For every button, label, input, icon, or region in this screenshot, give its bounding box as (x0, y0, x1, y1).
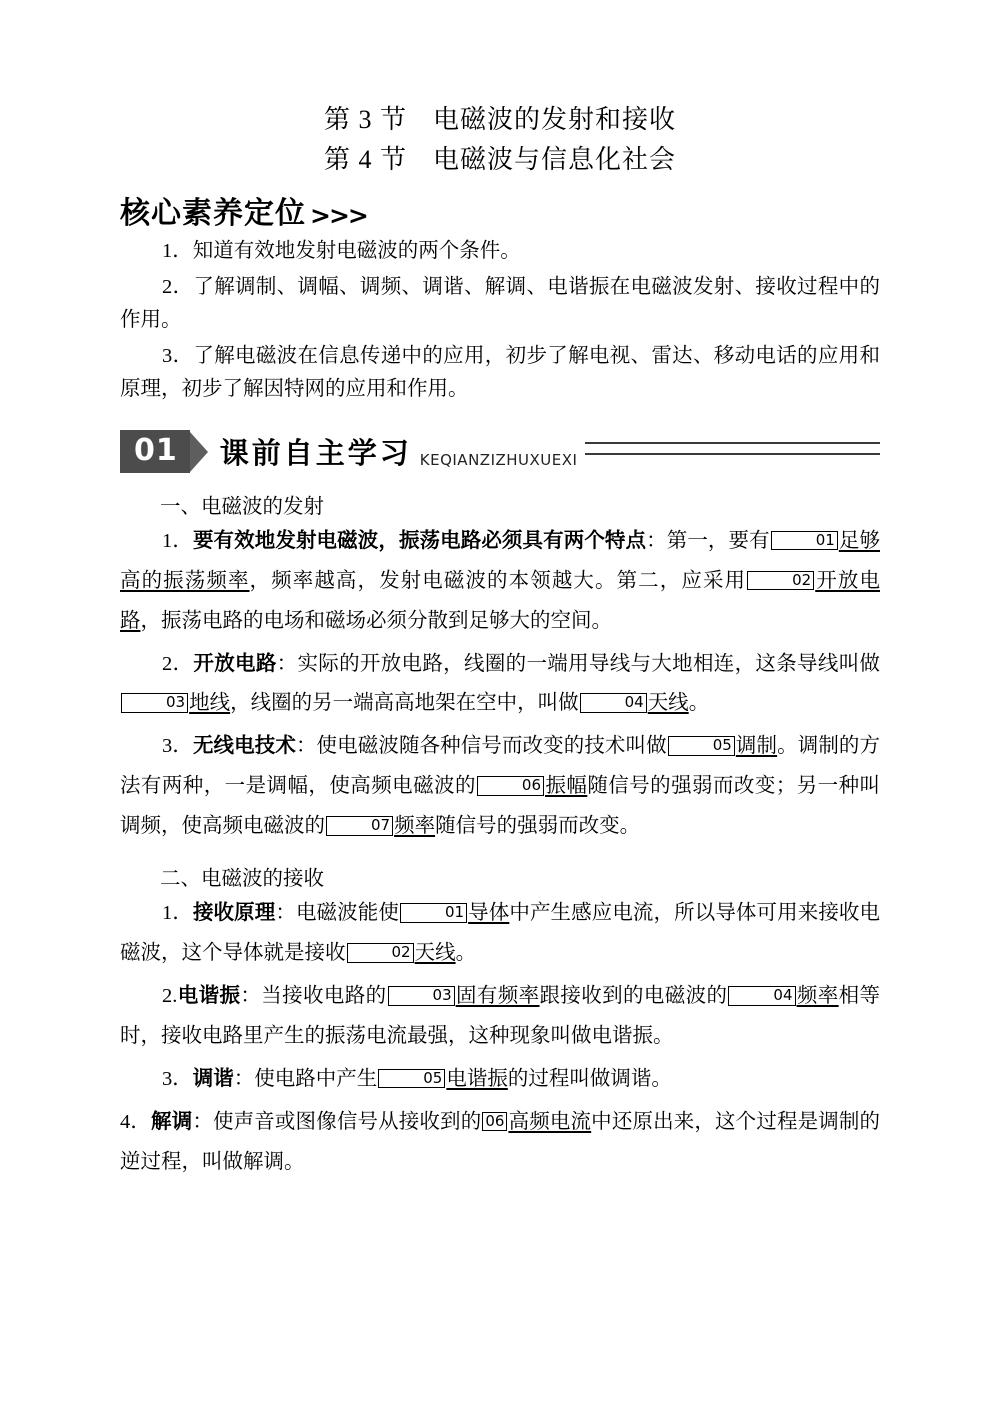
item-text-1: ：电磁波能使 (275, 902, 399, 925)
blank-number-box: 03 (388, 986, 455, 1005)
section-banner-01 (120, 429, 880, 475)
blank-number-box: 01 (400, 903, 467, 922)
item-text-3: 。 (688, 692, 710, 715)
blank-number-box: 04 (580, 693, 647, 712)
blank-number-box: 07 (326, 816, 393, 835)
chevron-right-icon: >>> (310, 200, 367, 230)
answer-text-1: 电谐振 (446, 1068, 508, 1091)
answer-text-1: 固有频率 (455, 985, 540, 1008)
blank-number-box: 05 (668, 736, 735, 755)
item-lead: 接收原理 (192, 902, 276, 925)
section-one-item-3 (120, 727, 880, 847)
item-lead: 电谐振 (177, 985, 241, 1008)
item-index: 3． (162, 1068, 193, 1091)
item-index: 2． (162, 652, 194, 675)
item-text-2: 。调制的方法有两种，一是调幅，使高频电磁波的 (120, 735, 881, 798)
item-text-2: 的过程叫做调谐。 (507, 1068, 672, 1091)
core-literacy-heading (120, 195, 880, 231)
answer-text-1: 调制 (735, 735, 778, 758)
section-two-item-4 (120, 1103, 880, 1183)
core-literacy-item-3: 3．了解电磁波在信息传递中的应用，初步了解电视、雷达、移动电话的应用和原理，初步了解因特网的应用和作用。 (120, 345, 880, 401)
answer-text-2: 频率 (796, 985, 839, 1008)
title-chapter-4-main: 电磁波与信息化社会 (433, 145, 677, 175)
banner-wedge-icon (190, 432, 208, 472)
item-text-2: ，线圈的另一端高高地架在空中，叫做 (230, 692, 579, 715)
item-text-1: ：使电路中产生 (233, 1068, 378, 1091)
section-two-item-2 (120, 977, 880, 1057)
item-text-1: ：使电磁波随各种信号而改变的技术叫做 (295, 735, 667, 758)
item-index: 4． (120, 1111, 152, 1134)
page-title-line-1 (120, 100, 880, 140)
banner-pinyin: KEQIANZIZHUXUEXI (419, 450, 578, 469)
title-chapter-3-prefix: 第 3 节 (323, 105, 407, 134)
item-index: 3． (162, 735, 193, 758)
item-text-1: ：当接收电路的 (240, 985, 387, 1008)
item-index: 1． (162, 902, 193, 925)
title-chapter-4-prefix: 第 4 节 (323, 145, 407, 175)
item-text-2: 中还原出来，这个过程是调制的逆过程，叫做解调。 (120, 1111, 881, 1174)
core-literacy-item-2: 2．了解调制、调幅、调频、调谐、解调、电谐振在电磁波发射、接收过程中的作用。 (120, 275, 880, 331)
answer-text-2: 天线 (414, 942, 456, 965)
title-chapter-3-main: 电磁波的发射和接收 (433, 105, 677, 134)
blank-number-box: 01 (771, 531, 838, 550)
item-text-3: ，振荡电路的电场和磁场必须分散到足够大的空间。 (140, 609, 612, 632)
section-two-item-1 (120, 894, 880, 974)
answer-text-3: 频率 (394, 815, 436, 838)
answer-text-1: 足够高的振荡频率 (120, 529, 881, 592)
blank-number-box: 06 (477, 776, 544, 795)
answer-text-1: 高频电流 (508, 1111, 592, 1134)
banner-number: 01 (120, 430, 190, 473)
blank-number-box: 03 (121, 693, 188, 712)
banner-title: 课前自主学习 (219, 436, 412, 471)
item-lead: 要有效地发射电磁波，振荡电路必须具有两个特点 (192, 529, 647, 552)
blank-number-box: 06 (482, 1112, 507, 1131)
item-text-1: ：第一，要有 (646, 529, 770, 552)
answer-text-1: 地线 (189, 692, 231, 715)
item-text-1: ：实际的开放电路，线圈的一端用导线与大地相连，这条导线叫做 (276, 652, 881, 675)
item-text-3: 。 (455, 942, 477, 965)
banner-double-rule (585, 442, 880, 455)
item-lead: 解调 (151, 1111, 193, 1134)
item-text-2: 跟接收到的电磁波的 (539, 985, 728, 1008)
section-two-heading: 二、电磁波的接收 (160, 868, 324, 891)
item-text-1: ：使声音或图像信号从接收到的 (192, 1111, 482, 1134)
answer-text-1: 导体 (468, 902, 510, 925)
core-literacy-heading-text: 核心素养定位 (120, 195, 306, 231)
item-lead: 无线电技术 (192, 735, 296, 758)
section-one-heading: 一、电磁波的发射 (160, 495, 324, 518)
section-one-item-2 (120, 645, 880, 725)
answer-text-2: 天线 (647, 692, 689, 715)
item-text-2: ，频率越高，发射电磁波的本领越大。第二，应采用 (249, 569, 747, 592)
item-text-2: 中产生感应电流，所以导体可用来接收电磁波，这个导体就是接收 (120, 902, 881, 965)
core-literacy-item-1: 1．知道有效地发射电磁波的两个条件。 (162, 239, 521, 262)
blank-number-box: 04 (728, 986, 795, 1005)
item-text-3: 随信号的强弱而改变；另一种叫调频，使高频电磁波的 (120, 775, 881, 838)
item-lead: 开放电路 (193, 652, 277, 675)
page-title-line-2 (120, 140, 880, 180)
item-index: 1． (162, 529, 193, 552)
item-lead: 调谐 (192, 1068, 234, 1091)
answer-text-2: 开放电路 (120, 569, 881, 632)
answer-text-2: 振幅 (545, 775, 588, 798)
section-two-item-3 (120, 1060, 880, 1100)
item-text-3: 相等时，接收电路里产生的振荡电流最强，这种现象叫做电谐振。 (120, 985, 881, 1048)
blank-number-box: 02 (747, 571, 814, 590)
section-one-item-1 (120, 522, 880, 642)
blank-number-box: 02 (347, 943, 414, 962)
item-text-4: 随信号的强弱而改变。 (435, 815, 641, 838)
blank-number-box: 05 (378, 1069, 445, 1088)
item-index: 2. (162, 985, 178, 1008)
